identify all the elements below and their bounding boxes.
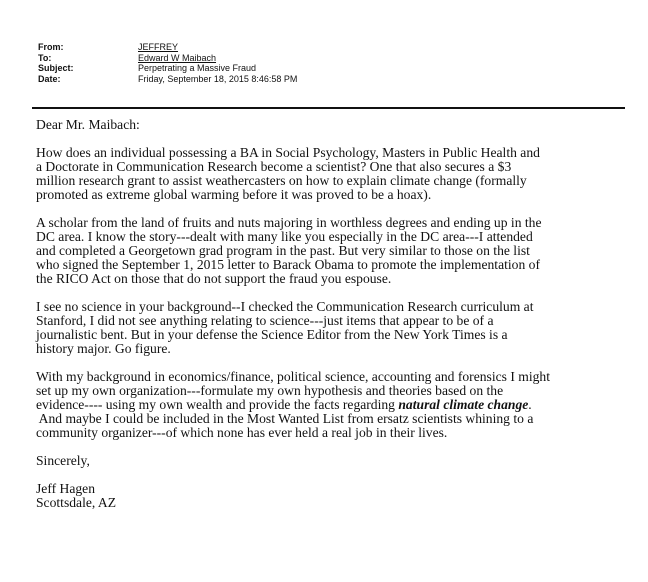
paragraph-4-line: And maybe I could be included in the Most Wanted List from ersatz scientists whining to a [36,411,534,426]
natural-climate-change-emphasis: natural climate change [398,397,529,412]
paragraph-3-line: Stanford, I did not see anything relating to science---just items that appear to be of a [36,313,494,328]
closing: Sincerely, [36,453,90,468]
subject-value: Perpetrating a Massive Fraud [138,63,257,73]
paragraph-1-line: million research grant to assist weathercasters on how to explain climate change (formally [36,173,527,188]
signature-location: Scottsdale, AZ [36,495,117,510]
paragraph-2-line: A scholar from the land of fruits and nuts majoring in worthless degrees and ending up in the [36,215,542,230]
to-label: To: [38,52,52,63]
paragraph-2-line: who signed the September 1, 2015 letter to Barack Obama to promote the implementation of [36,257,540,272]
date-value: Friday, September 18, 2015 8:46:58 PM [138,73,298,84]
paragraph-4-line: set up my own organization---formulate my own hypothesis and theories based on the [36,383,504,398]
signature-block [36,482,626,510]
date-row [38,74,297,85]
paragraph-1-line: promoted as extreme global warming before it was proved to be a hoax). [36,187,432,202]
paragraph-1-line: How does an individual possessing a BA in Social Psychology, Masters in Public Health and [36,145,540,160]
from-row [38,42,297,53]
paragraph-4 [36,370,626,440]
salutation: Dear Mr. Maibach: [36,117,140,132]
letter-body [36,118,626,510]
paragraph-3-line: history major. Go figure. [36,341,171,356]
subject-row [38,63,297,74]
subject-label: Subject: [38,63,74,73]
paragraph-1-line: a Doctorate in Communication Research become a scientist? One that also secures a $3 [36,159,512,174]
paragraph-3 [36,300,626,356]
paragraph-3-line: journalistic bent. But in your defense the Science Editor from the New York Times is a [36,327,508,342]
from-value: JEFFREY [138,42,179,52]
paragraph-4-line: community organizer---of which none has ever held a real job in their lives. [36,425,448,440]
paragraph-2-line: DC area. I know the story---dealt with many like you especially in the DC area---I attended [36,229,533,244]
paragraph-4-line3-start: evidence---- using my own wealth and provide the facts regarding [36,397,399,412]
paragraph-4-line [36,398,626,412]
to-row [38,53,297,64]
paragraph-3-line: I see no science in your background--I checked the Communication Research curriculum at [36,299,534,314]
signature-name: Jeff Hagen [36,481,96,496]
email-header [38,42,297,84]
from-label: From: [38,42,64,52]
paragraph-1 [36,146,626,202]
paragraph-2 [36,216,626,286]
date-label: Date: [38,73,61,84]
paragraph-4-line: With my background in economics/finance, political science, accounting and forensics I might [36,369,550,384]
paragraph-2-line: and completed a Georgetown grad program in the past. But very similar to those on the list [36,243,530,258]
header-divider [32,107,625,109]
to-value: Edward W Maibach [138,52,217,63]
paragraph-2-line: the RICO Act on those that do not support the fraud you espouse. [36,271,392,286]
paragraph-4-line3-end: . [528,397,532,412]
